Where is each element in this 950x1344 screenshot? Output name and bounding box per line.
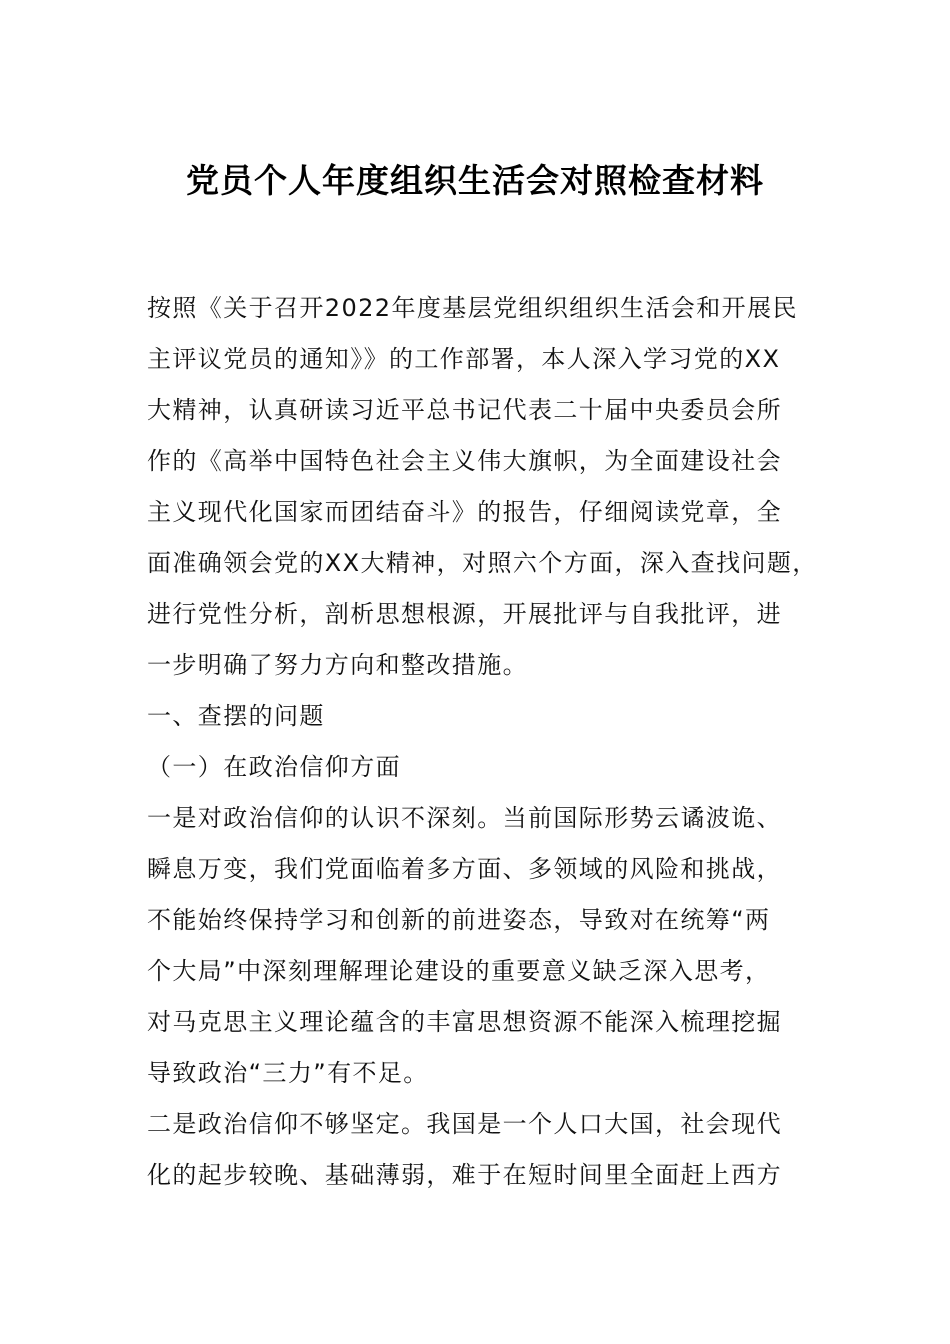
- text-line: 面准确领会党的XX大精神，对照六个方面，深入查找问题，: [147, 549, 818, 577]
- text-line: 一是对政治信仰的认识不深刻。当前国际形势云谲波诡、: [147, 804, 782, 832]
- text-line: 对马克思主义理论蕴含的丰富思想资源不能深入梳理挖掘: [147, 1008, 782, 1036]
- text-line: 瞬息万变，我们党面临着多方面、多领域的风险和挑战，: [147, 855, 782, 883]
- text-line: 进行党性分析，剖析思想根源，开展批评与自我批评，进: [147, 600, 782, 628]
- document-title: 党员个人年度组织生活会对照检查材料: [186, 161, 764, 200]
- text-line: 不能始终保持学习和创新的前进姿态，导致对在统筹“两: [147, 906, 771, 934]
- text-line: 作的《高举中国特色社会主义伟大旗帜，为全面建设社会: [147, 447, 782, 475]
- text-line: 导致政治“三力”有不足。: [147, 1059, 429, 1087]
- subsection-heading: （一）在政治信仰方面: [147, 753, 401, 781]
- text-line: 化的起步较晚、基础薄弱，难于在短时间里全面赶上西方: [147, 1161, 782, 1189]
- document-body: [147, 283, 818, 1201]
- text-line: 主评议党员的通知》》的工作部署，本人深入学习党的XX: [147, 345, 781, 373]
- text-line: 主义现代化国家而团结奋斗》的报告，仔细阅读党章，全: [147, 498, 782, 526]
- text-line: 大精神，认真研读习近平总书记代表二十届中央委员会所: [147, 396, 782, 424]
- text-line: 二是政治信仰不够坚定。我国是一个人口大国，社会现代: [147, 1110, 782, 1138]
- section-heading: 一、查摆的问题: [147, 702, 325, 730]
- text-line: 一步明确了努力方向和整改措施。: [147, 651, 528, 679]
- text-line: 按照《关于召开2022年度基层党组织组织生活会和开展民: [147, 294, 798, 322]
- text-line: 个大局”中深刻理解理论建设的重要意义缺乏深入思考，: [147, 957, 771, 985]
